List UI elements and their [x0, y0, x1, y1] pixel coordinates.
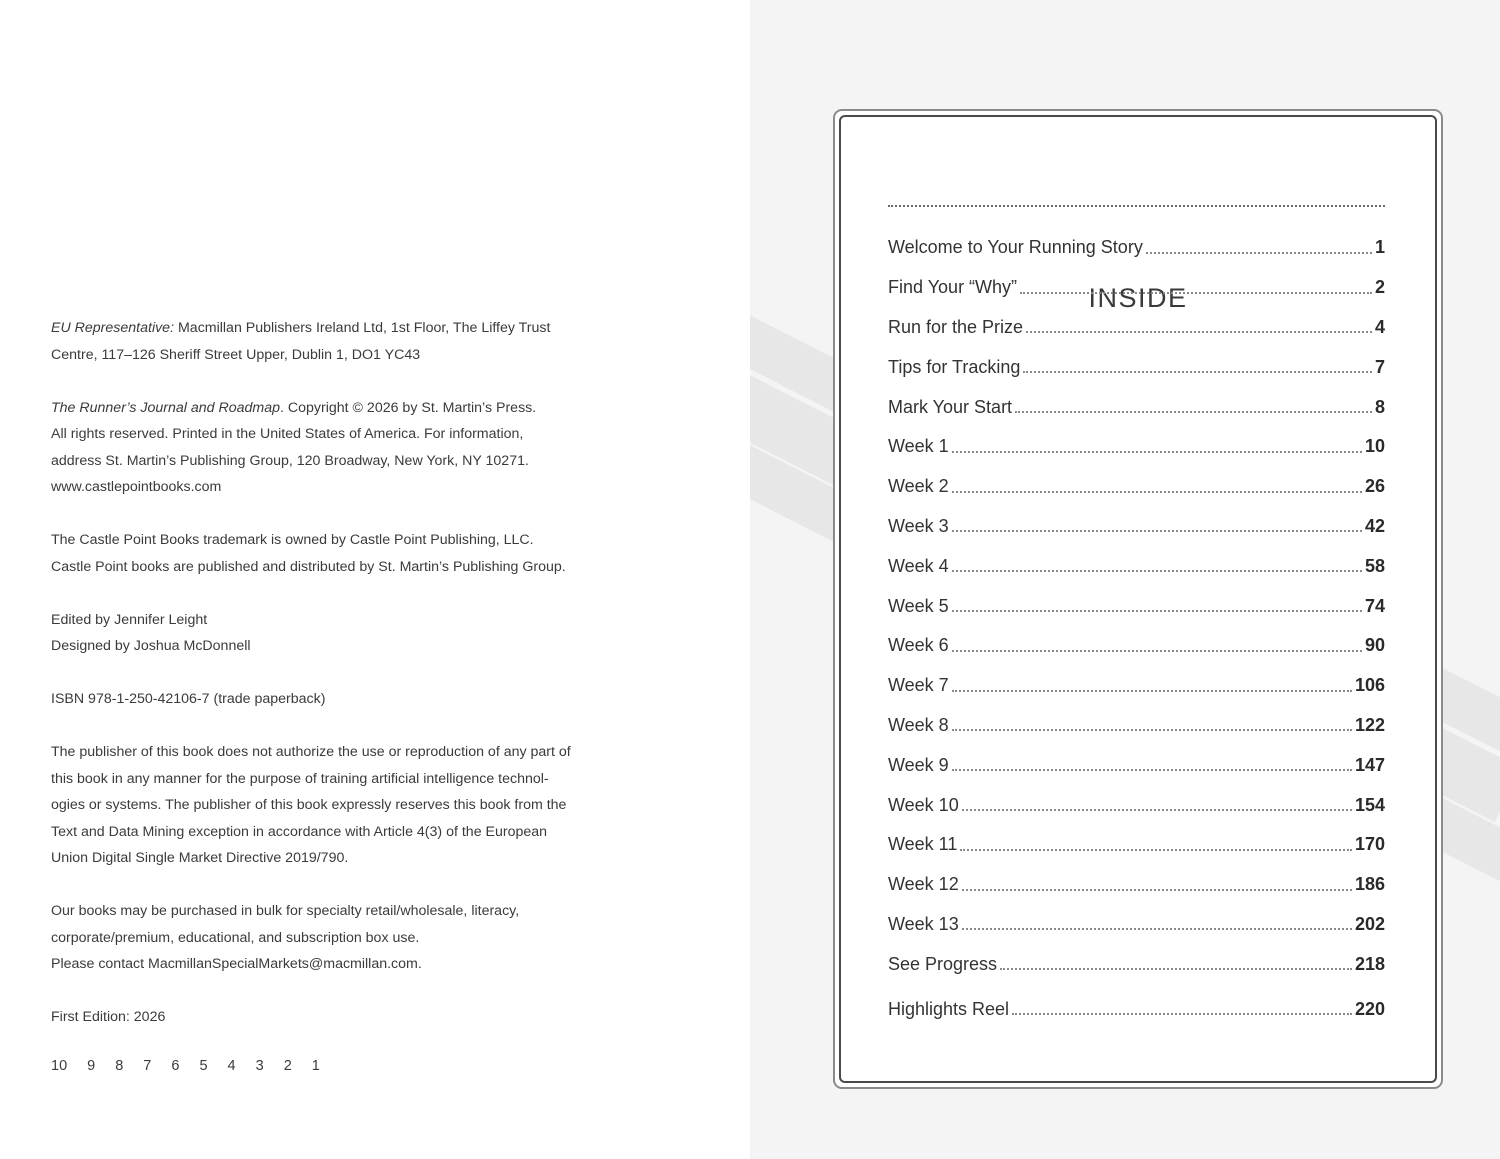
toc-leader-dots — [962, 809, 1352, 811]
toc-title-rule — [888, 205, 1385, 207]
toc-leader-dots — [960, 849, 1352, 851]
toc-leader-dots — [1000, 968, 1352, 970]
isbn — [51, 686, 651, 713]
toc-leader-dots — [952, 570, 1362, 572]
eu-text: Macmillan Publishers Ireland Ltd, 1st Floor, The Liffey Trust — [177, 320, 551, 336]
ai-line-4: Text and Data Mining exception in accordance with Article 4(3) of the European — [51, 823, 548, 840]
toc-entry-label: Week 11 — [888, 834, 958, 855]
toc-entry-page: 8 — [1374, 396, 1385, 417]
toc-entry-page: 26 — [1364, 476, 1385, 497]
toc-entry-page: 220 — [1354, 998, 1385, 1019]
toc-entry — [888, 467, 1385, 507]
toc-entry-page: 186 — [1354, 874, 1385, 895]
bulk-line-3: Please contact MacmillanSpecialMarkets@macmillan.com. — [51, 956, 422, 972]
toc-entry — [888, 905, 1385, 945]
eu-text-2: Centre, 117–126 Sheriff Street Upper, Dublin 1, DO1 YC43 — [51, 346, 421, 363]
toc-leader-dots — [1026, 331, 1372, 333]
toc-leader-dots — [952, 650, 1362, 652]
toc-entry-page: 7 — [1374, 356, 1385, 377]
print-line-number: 5 — [199, 1058, 208, 1074]
toc-leader-dots — [952, 729, 1352, 731]
toc-entry-page: 10 — [1364, 436, 1385, 457]
toc-leader-dots — [962, 889, 1352, 891]
toc-entry — [888, 308, 1385, 348]
print-line-number: 1 — [311, 1058, 320, 1074]
print-line-number: 7 — [143, 1058, 152, 1074]
toc-entry-page: 42 — [1364, 515, 1385, 536]
toc-entry-label: Week 8 — [888, 714, 949, 735]
book-title: The Runner’s Journal and Roadmap — [51, 399, 280, 416]
toc-entry-page: 147 — [1354, 754, 1385, 775]
toc-entry-label: Run for the Prize — [888, 316, 1024, 337]
eu-label: EU Representative: — [51, 320, 175, 336]
toc-entry-page: 106 — [1354, 675, 1385, 696]
toc-entry — [888, 228, 1385, 268]
toc-entry — [888, 706, 1385, 746]
toc-leader-dots — [952, 769, 1352, 771]
print-line-number: 9 — [87, 1058, 96, 1074]
toc-entry — [888, 825, 1385, 865]
toc-leader-dots — [952, 690, 1352, 692]
toc-leader-dots — [952, 491, 1362, 493]
toc-leader-dots — [1023, 371, 1372, 373]
toc-entry — [888, 865, 1385, 905]
toc-entry-label: Week 4 — [888, 555, 949, 576]
designed-by: Designed by Joshua McDonnell — [51, 638, 251, 654]
toc-entry-label: Week 13 — [888, 913, 959, 934]
toc-entry — [888, 268, 1385, 308]
toc-entry-label: Highlights Reel — [888, 998, 1010, 1019]
toc-title: INSIDE — [1088, 283, 1188, 314]
toc-leader-dots — [962, 928, 1352, 930]
toc-entry — [888, 546, 1385, 586]
trademark-line-2: Castle Point books are published and distributed by St. Martin’s Publishing Group. — [51, 558, 566, 575]
toc-entry-page: 122 — [1354, 714, 1385, 735]
toc-entry-page: 58 — [1364, 555, 1385, 576]
toc-entry-page: 202 — [1354, 913, 1385, 934]
toc-entry-label: Tips for Tracking — [888, 356, 1021, 377]
print-line-number: 8 — [115, 1058, 124, 1074]
toc-leader-dots — [1020, 292, 1372, 294]
toc-leader-dots — [952, 610, 1362, 612]
toc-entry-label: Week 5 — [888, 595, 949, 616]
copyright-notice — [51, 395, 651, 501]
toc-leader-dots — [1012, 1013, 1352, 1015]
eu-representative — [51, 315, 651, 368]
ai-line-3: ogies or systems. The publisher of this book expressly reserves this book from the — [51, 797, 567, 813]
toc-entry-label: See Progress — [888, 953, 998, 974]
bulk-line-2: corporate/premium, educational, and subscription box use. — [51, 929, 420, 946]
toc-entry-label: Week 1 — [888, 436, 949, 457]
toc-entry-label: Week 9 — [888, 754, 949, 775]
toc-entry-page: 1 — [1374, 237, 1385, 258]
toc-entry-page: 154 — [1354, 794, 1385, 815]
website: www.castlepointbooks.com — [51, 479, 222, 495]
rights-line: All rights reserved. Printed in the United States of America. For information, — [51, 426, 524, 442]
toc-entry — [888, 347, 1385, 387]
toc-entry-label: Week 3 — [888, 515, 949, 536]
toc-entry — [888, 745, 1385, 785]
toc-entry-page: 2 — [1374, 277, 1385, 298]
print-line-number: 10 — [51, 1058, 68, 1074]
edition — [51, 1004, 651, 1031]
toc-entry — [888, 626, 1385, 666]
edited-by: Edited by Jennifer Leight — [51, 611, 208, 628]
toc-entry — [888, 666, 1385, 706]
toc-entry-label: Week 6 — [888, 635, 949, 656]
toc-entry — [888, 387, 1385, 427]
copyright-block — [51, 315, 651, 1057]
toc-entry-page: 170 — [1354, 834, 1385, 855]
toc-entry — [888, 427, 1385, 467]
toc-entry-page: 74 — [1364, 595, 1385, 616]
ai-notice — [51, 739, 651, 872]
toc-entry-label: Week 2 — [888, 476, 949, 497]
toc-leader-dots — [952, 451, 1362, 453]
toc-leader-dots — [1015, 411, 1372, 413]
toc-entry-label: Find Your “Why” — [888, 277, 1018, 298]
toc-entry — [888, 785, 1385, 825]
toc-entry — [888, 989, 1385, 1029]
ai-line-1: The publisher of this book does not authorize the use or reproduction of any part of — [51, 744, 571, 760]
credits — [51, 607, 651, 660]
print-line — [51, 1058, 340, 1074]
toc-entry-label: Week 10 — [888, 794, 959, 815]
toc-entry — [888, 586, 1385, 626]
toc-entry-page: 90 — [1364, 635, 1385, 656]
toc-entry-label: Welcome to Your Running Story — [888, 237, 1143, 258]
toc-entry-label: Mark Your Start — [888, 396, 1013, 417]
toc-entry-label: Week 12 — [888, 874, 959, 895]
print-line-number: 4 — [227, 1058, 236, 1074]
ai-line-5: Union Digital Single Market Directive 2019/790. — [51, 850, 349, 866]
toc-leader-dots — [1146, 252, 1372, 254]
trademark-notice — [51, 527, 651, 580]
print-line-number: 2 — [283, 1058, 292, 1074]
print-line-number: 3 — [255, 1058, 264, 1074]
print-line-number: 6 — [171, 1058, 180, 1074]
toc-entry — [888, 507, 1385, 547]
bulk-notice — [51, 898, 651, 978]
ai-line-2: this book in any manner for the purpose of training artificial intelligence technol- — [51, 770, 549, 787]
edition-text: First Edition: 2026 — [51, 1009, 166, 1025]
toc-entry-label: Week 7 — [888, 675, 949, 696]
copyright-text: . Copyright © 2026 by St. Martin’s Press. — [279, 399, 537, 416]
isbn-text: ISBN 978-1-250-42106-7 (trade paperback) — [51, 691, 326, 707]
address-line: address St. Martin’s Publishing Group, 120 Broadway, New York, NY 10271. — [51, 452, 529, 469]
toc-list — [888, 228, 1385, 1029]
toc-entry-page: 218 — [1354, 953, 1385, 974]
toc-leader-dots — [952, 530, 1362, 532]
trademark-line-1: The Castle Point Books trademark is owned by Castle Point Publishing, LLC. — [51, 532, 534, 548]
toc-entry — [888, 944, 1385, 984]
toc-entry-page: 4 — [1374, 316, 1385, 337]
bulk-line-1: Our books may be purchased in bulk for specialty retail/wholesale, literacy, — [51, 903, 520, 919]
